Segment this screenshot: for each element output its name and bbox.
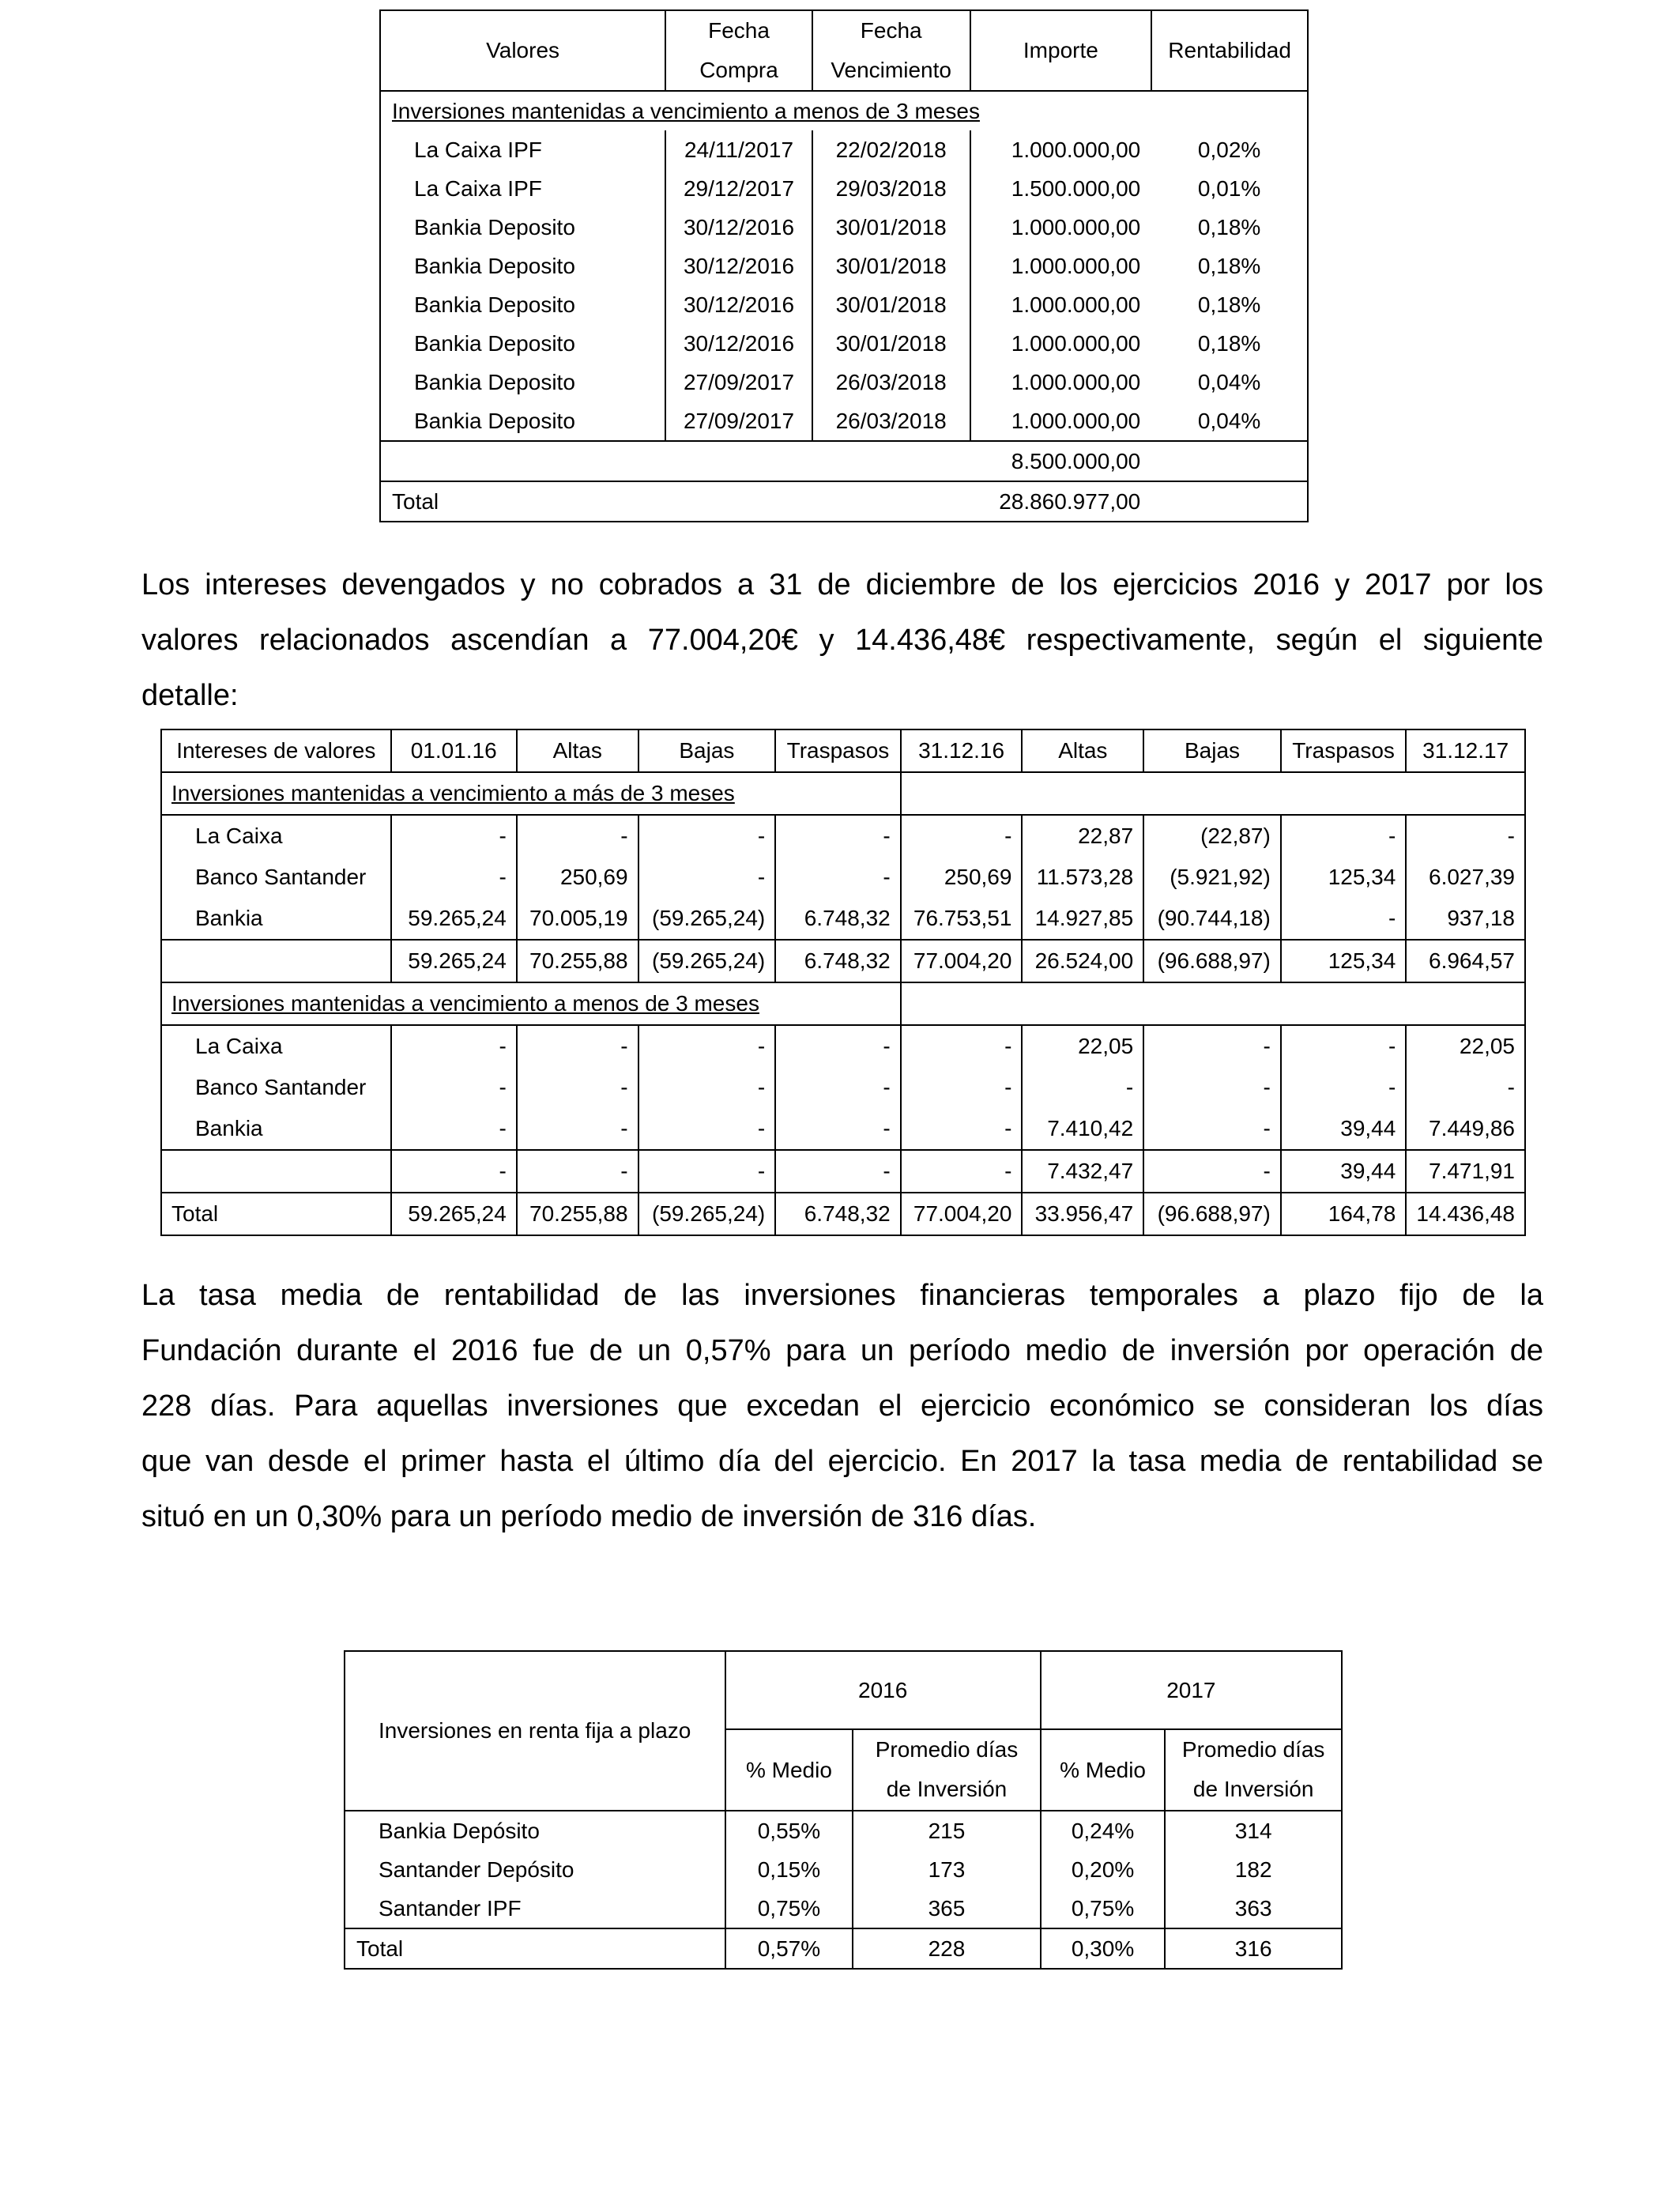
header-medio-2016: % Medio xyxy=(725,1729,853,1811)
value-cell: 250,69 xyxy=(517,857,638,898)
header-fecha-venc-line2: Vencimiento xyxy=(831,58,951,82)
value-cell: (90.744,18) xyxy=(1143,898,1281,940)
table-row xyxy=(161,1108,1525,1150)
value-cell: - xyxy=(1022,1067,1143,1108)
cell-compra: 30/12/2016 xyxy=(665,285,812,324)
interest-paragraph xyxy=(141,557,1543,723)
total-row xyxy=(345,1928,1342,1969)
table-row xyxy=(161,857,1525,898)
header-cell: Bajas xyxy=(1143,729,1281,772)
cell-rentabilidad: 0,02% xyxy=(1197,137,1261,162)
header-cell: Altas xyxy=(1022,729,1143,772)
cell-rentabilidad: 0,01% xyxy=(1197,175,1261,201)
cell-compra: 30/12/2016 xyxy=(665,324,812,363)
value-cell: - xyxy=(517,1025,638,1067)
value-cell: 70.005,19 xyxy=(517,898,638,940)
paragraph-line: situó en un 0,30% para un período medio de inversión de 316 días. xyxy=(141,1500,1037,1533)
year-2017: 2017 xyxy=(1041,1651,1342,1729)
cell-valor: Bankia Deposito xyxy=(380,401,665,441)
header-fecha-venc-line1: Fecha xyxy=(860,18,922,43)
value-cell: 14.927,85 xyxy=(1022,898,1143,940)
table-row xyxy=(161,1025,1525,1067)
subtotal-row xyxy=(161,940,1525,982)
value-cell: 6.027,39 xyxy=(1429,865,1515,890)
header-fecha-compra-line2: Compra xyxy=(699,58,778,82)
header-fecha-compra-line1: Fecha xyxy=(708,18,770,43)
value-cell: 6.748,32 xyxy=(775,898,901,940)
value-cell: - xyxy=(517,1108,638,1150)
table-header-row xyxy=(161,729,1525,772)
value-cell: (59.265,24) xyxy=(638,898,776,940)
total-row xyxy=(161,1193,1525,1235)
value-cell: 173 xyxy=(853,1850,1041,1889)
table-row xyxy=(380,324,1308,363)
value-cell: - xyxy=(638,857,776,898)
table-row xyxy=(345,1850,1342,1889)
value-cell: 937,18 xyxy=(1447,906,1515,931)
header-cell: 01.01.16 xyxy=(391,729,517,772)
cell-valor: La Caixa IPF xyxy=(380,169,665,208)
value-cell: 59.265,24 xyxy=(391,940,517,982)
investments-table xyxy=(379,9,1309,522)
value-cell: 0,55% xyxy=(725,1811,853,1850)
table-row xyxy=(345,1811,1342,1850)
row-label: Bankia xyxy=(161,898,391,940)
cell-compra: 30/12/2016 xyxy=(665,247,812,285)
header-promedio-2016 xyxy=(853,1729,1041,1811)
value-cell: - xyxy=(638,815,776,857)
value-cell: (59.265,24) xyxy=(638,1193,776,1235)
row-label: La Caixa xyxy=(161,815,391,857)
table-row xyxy=(380,208,1308,247)
value-cell: 164,78 xyxy=(1281,1193,1407,1235)
cell-importe: 1.500.000,00 xyxy=(1011,175,1141,201)
fixed-income-table xyxy=(344,1650,1343,1970)
cell-importe: 1.000.000,00 xyxy=(1011,253,1141,278)
header-valores: Valores xyxy=(380,10,665,91)
table-row xyxy=(380,401,1308,441)
cell-vencimiento: 29/03/2018 xyxy=(812,169,970,208)
cell-rentabilidad: 0,04% xyxy=(1197,408,1261,433)
cell-importe: 1.000.000,00 xyxy=(1011,137,1141,162)
row-label: La Caixa xyxy=(161,1025,391,1067)
cell-vencimiento: 22/02/2018 xyxy=(812,130,970,169)
row-label: Banco Santander xyxy=(161,857,391,898)
value-cell: 0,75% xyxy=(1041,1889,1166,1928)
cell-valor: Bankia Deposito xyxy=(380,363,665,401)
value-cell: 228 xyxy=(853,1928,1041,1969)
subtotal-row xyxy=(161,1150,1525,1193)
cell-compra: 30/12/2016 xyxy=(665,208,812,247)
cell-valor: Bankia Deposito xyxy=(380,247,665,285)
value-cell: 14.436,48 xyxy=(1416,1201,1515,1227)
value-cell: 314 xyxy=(1234,1818,1272,1843)
value-cell: - xyxy=(517,815,638,857)
value-cell: - xyxy=(1143,1150,1281,1193)
value-cell: 6.964,57 xyxy=(1429,948,1515,974)
cell-importe: 1.000.000,00 xyxy=(1011,292,1141,317)
table-row xyxy=(380,363,1308,401)
value-cell: - xyxy=(638,1025,776,1067)
header-cell: Traspasos xyxy=(1281,729,1407,772)
header-promedio-2016-line1: Promedio días xyxy=(875,1737,1019,1762)
value-cell: - xyxy=(775,857,901,898)
value-cell: 77.004,20 xyxy=(901,940,1023,982)
cell-rentabilidad: 0,18% xyxy=(1197,292,1261,317)
value-cell: - xyxy=(1507,1075,1515,1100)
value-cell: - xyxy=(901,1067,1023,1108)
cell-compra: 29/12/2017 xyxy=(665,169,812,208)
section-title: Inversiones mantenidas a vencimiento a menos de 3 meses xyxy=(392,98,980,123)
subtotal-row xyxy=(380,441,1308,481)
value-cell: 59.265,24 xyxy=(391,898,517,940)
value-cell: 0,24% xyxy=(1041,1811,1166,1850)
value-cell: 22,05 xyxy=(1022,1025,1143,1067)
header-cell: 31.12.16 xyxy=(901,729,1023,772)
cell-vencimiento: 30/01/2018 xyxy=(812,247,970,285)
header-promedio-2016-line2: de Inversión xyxy=(886,1777,1008,1802)
paragraph-line: detalle: xyxy=(141,679,239,712)
year-header-row xyxy=(345,1651,1342,1729)
header-promedio-2017 xyxy=(1165,1729,1342,1811)
value-cell: 0,75% xyxy=(725,1889,853,1928)
value-cell: 7.432,47 xyxy=(1022,1150,1143,1193)
cell-rentabilidad: 0,18% xyxy=(1197,330,1261,356)
header-cell: Bajas xyxy=(638,729,776,772)
value-cell: - xyxy=(1143,1108,1281,1150)
cell-importe: 1.000.000,00 xyxy=(1011,214,1141,239)
value-cell: (96.688,97) xyxy=(1143,940,1281,982)
value-cell: - xyxy=(1143,1067,1281,1108)
header-promedio-2017-line2: de Inversión xyxy=(1192,1777,1314,1802)
table-row xyxy=(161,815,1525,857)
value-cell: 316 xyxy=(1234,1936,1272,1961)
table-row xyxy=(380,247,1308,285)
table-row xyxy=(380,169,1308,208)
value-cell: - xyxy=(638,1067,776,1108)
header-cell: Traspasos xyxy=(775,729,901,772)
value-cell: - xyxy=(391,1067,517,1108)
paragraph-line: 228 días. Para aquellas inversiones que excedan el ejercicio económico se consideran los días xyxy=(141,1389,1543,1423)
cell-valor: La Caixa IPF xyxy=(380,130,665,169)
row-label: Total xyxy=(161,1193,391,1235)
cell-vencimiento: 30/01/2018 xyxy=(812,324,970,363)
header-cell: Altas xyxy=(517,729,638,772)
header-cell: Intereses de valores xyxy=(161,729,391,772)
value-cell: - xyxy=(1143,1025,1281,1067)
value-cell: - xyxy=(1281,815,1407,857)
section-title: Inversiones mantenidas a vencimiento a más de 3 meses xyxy=(161,772,901,815)
header-fecha-compra xyxy=(665,10,812,91)
header-fecha-vencimiento xyxy=(812,10,970,91)
value-cell: 125,34 xyxy=(1281,940,1407,982)
value-cell: 6.748,32 xyxy=(775,940,901,982)
value-cell: - xyxy=(901,1025,1023,1067)
value-cell: 22,05 xyxy=(1459,1034,1515,1059)
row-label xyxy=(161,940,391,982)
table3-title: Inversiones en renta fija a plazo xyxy=(345,1651,725,1811)
cell-vencimiento: 30/01/2018 xyxy=(812,285,970,324)
value-cell: - xyxy=(391,1025,517,1067)
value-cell: - xyxy=(775,1067,901,1108)
value-cell: 59.265,24 xyxy=(391,1193,517,1235)
cell-vencimiento: 26/03/2018 xyxy=(812,401,970,441)
value-cell: - xyxy=(517,1150,638,1193)
value-cell: - xyxy=(1507,824,1515,849)
row-label xyxy=(161,1150,391,1193)
value-cell: 0,15% xyxy=(725,1850,853,1889)
interest-table xyxy=(160,729,1526,1236)
cell-rentabilidad: 0,04% xyxy=(1197,369,1261,394)
cell-vencimiento: 26/03/2018 xyxy=(812,363,970,401)
header-cell: 31.12.17 xyxy=(1406,729,1525,772)
cell-valor: Bankia Deposito xyxy=(380,324,665,363)
row-label: Santander IPF xyxy=(345,1889,725,1928)
cell-valor: Bankia Deposito xyxy=(380,208,665,247)
cell-rentabilidad: 0,18% xyxy=(1197,253,1261,278)
year-2016: 2016 xyxy=(725,1651,1041,1729)
row-label: Bankia Depósito xyxy=(345,1811,725,1850)
table-row xyxy=(161,1067,1525,1108)
cell-compra: 24/11/2017 xyxy=(665,130,812,169)
header-importe: Importe xyxy=(970,10,1152,91)
row-label: Banco Santander xyxy=(161,1067,391,1108)
header-medio-2017: % Medio xyxy=(1041,1729,1166,1811)
total-row xyxy=(380,481,1308,522)
value-cell: - xyxy=(1281,1067,1407,1108)
value-cell: - xyxy=(775,1025,901,1067)
value-cell: 11.573,28 xyxy=(1022,857,1143,898)
value-cell: 215 xyxy=(853,1811,1041,1850)
value-cell: - xyxy=(1281,898,1407,940)
cell-vencimiento: 30/01/2018 xyxy=(812,208,970,247)
paragraph-line: La tasa media de rentabilidad de las inversiones financieras temporales a plazo fijo de la xyxy=(141,1279,1543,1312)
value-cell: 22,87 xyxy=(1022,815,1143,857)
total-value: 28.860.977,00 xyxy=(999,488,1141,514)
value-cell: 39,44 xyxy=(1281,1108,1407,1150)
value-cell: (22,87) xyxy=(1143,815,1281,857)
value-cell: - xyxy=(517,1067,638,1108)
paragraph-line: que van desde el primer hasta el último día del ejercicio. En 2017 la tasa media de rentabilidad se xyxy=(141,1445,1543,1478)
value-cell: 77.004,20 xyxy=(901,1193,1023,1235)
value-cell: 70.255,88 xyxy=(517,1193,638,1235)
value-cell: 7.449,86 xyxy=(1429,1116,1515,1141)
value-cell: - xyxy=(901,1108,1023,1150)
value-cell: - xyxy=(1281,1025,1407,1067)
header-rentabilidad: Rentabilidad xyxy=(1151,10,1308,91)
value-cell: 250,69 xyxy=(901,857,1023,898)
value-cell: 0,30% xyxy=(1041,1928,1166,1969)
value-cell: (59.265,24) xyxy=(638,940,776,982)
table-row xyxy=(380,130,1308,169)
value-cell: 70.255,88 xyxy=(517,940,638,982)
table-row xyxy=(345,1889,1342,1928)
section-row xyxy=(161,982,1525,1025)
value-cell: - xyxy=(775,815,901,857)
value-cell: 6.748,32 xyxy=(775,1193,901,1235)
table-row xyxy=(161,898,1525,940)
value-cell: 7.410,42 xyxy=(1022,1108,1143,1150)
paragraph-line: valores relacionados ascendían a 77.004,20€ y 14.436,48€ respectivamente, según el siguiente xyxy=(141,624,1543,657)
rate-paragraph xyxy=(141,1268,1543,1544)
row-label: Santander Depósito xyxy=(345,1850,725,1889)
value-cell: - xyxy=(391,857,517,898)
cell-compra: 27/09/2017 xyxy=(665,363,812,401)
value-cell: - xyxy=(391,1108,517,1150)
cell-valor: Bankia Deposito xyxy=(380,285,665,324)
cell-rentabilidad: 0,18% xyxy=(1197,214,1261,239)
value-cell: 26.524,00 xyxy=(1022,940,1143,982)
value-cell: 39,44 xyxy=(1281,1150,1407,1193)
value-cell: - xyxy=(391,1150,517,1193)
value-cell: - xyxy=(391,815,517,857)
table-header-row xyxy=(380,10,1308,91)
value-cell: - xyxy=(901,815,1023,857)
value-cell: 33.956,47 xyxy=(1022,1193,1143,1235)
value-cell: 125,34 xyxy=(1281,857,1407,898)
value-cell: - xyxy=(901,1150,1023,1193)
table-row xyxy=(380,285,1308,324)
cell-importe: 1.000.000,00 xyxy=(1011,408,1141,433)
cell-importe: 1.000.000,00 xyxy=(1011,330,1141,356)
row-label: Bankia xyxy=(161,1108,391,1150)
paragraph-line: Fundación durante el 2016 fue de un 0,57% para un período medio de inversión por operación de xyxy=(141,1334,1543,1367)
value-cell: 76.753,51 xyxy=(901,898,1023,940)
section-title: Inversiones mantenidas a vencimiento a menos de 3 meses xyxy=(161,982,901,1025)
header-promedio-2017-line1: Promedio días xyxy=(1181,1737,1325,1762)
value-cell: (5.921,92) xyxy=(1143,857,1281,898)
value-cell: 7.471,91 xyxy=(1429,1159,1515,1184)
value-cell: - xyxy=(638,1108,776,1150)
cell-importe: 1.000.000,00 xyxy=(1011,369,1141,394)
total-label: Total xyxy=(392,488,439,514)
subtotal-value: 8.500.000,00 xyxy=(1011,448,1141,473)
value-cell: (96.688,97) xyxy=(1143,1193,1281,1235)
section-row xyxy=(380,91,1308,130)
cell-compra: 27/09/2017 xyxy=(665,401,812,441)
value-cell: 363 xyxy=(1234,1895,1272,1921)
value-cell: 0,20% xyxy=(1041,1850,1166,1889)
value-cell: 365 xyxy=(853,1889,1041,1928)
value-cell: 182 xyxy=(1234,1857,1272,1882)
row-label: Total xyxy=(345,1928,725,1969)
paragraph-line: Los intereses devengados y no cobrados a 31 de diciembre de los ejercicios 2016 y 2017 por los xyxy=(141,568,1543,601)
value-cell: - xyxy=(638,1150,776,1193)
section-row xyxy=(161,772,1525,815)
value-cell: - xyxy=(775,1150,901,1193)
value-cell: - xyxy=(775,1108,901,1150)
value-cell: 0,57% xyxy=(725,1928,853,1969)
